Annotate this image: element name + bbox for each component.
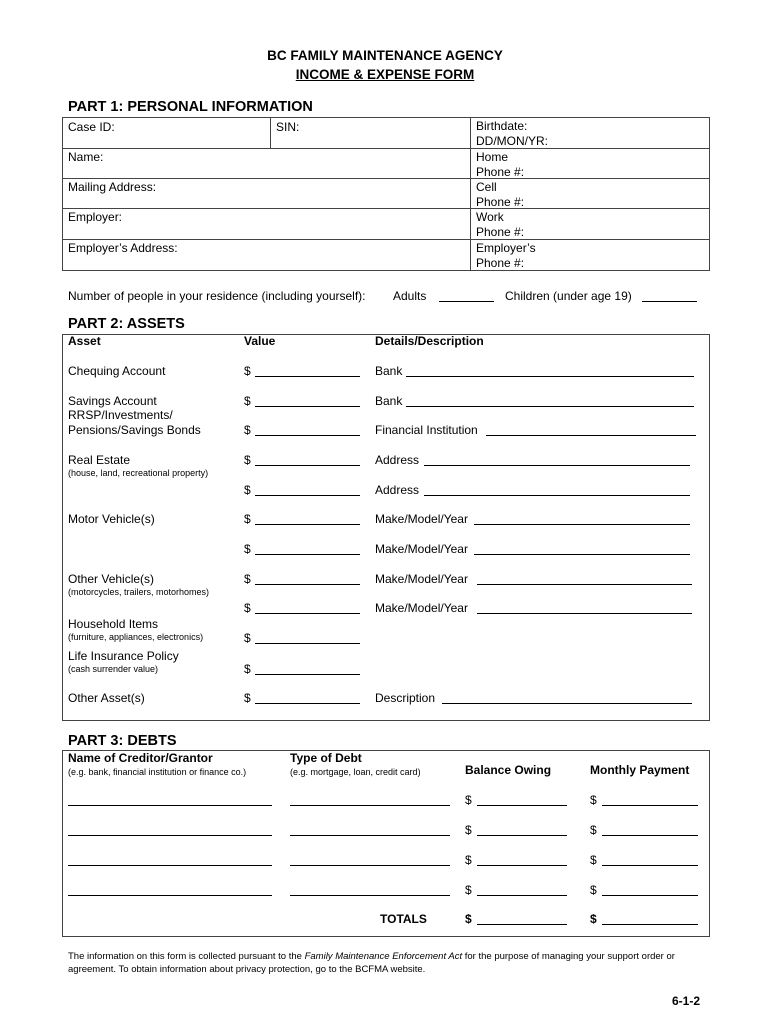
col-value: Value	[244, 334, 276, 348]
monthly-input[interactable]	[602, 824, 698, 836]
debt-type-input[interactable]	[290, 854, 450, 866]
value-input[interactable]	[255, 663, 360, 675]
form-title: INCOME & EXPENSE FORM	[295, 67, 475, 82]
col-asset: Asset	[68, 334, 101, 348]
value-input[interactable]	[255, 513, 360, 525]
value-input[interactable]	[255, 602, 360, 614]
col-creditor: Name of Creditor/Grantor	[68, 751, 213, 765]
asset-note: (cash surrender value)	[68, 664, 159, 674]
value-input[interactable]	[255, 365, 360, 377]
asset-label: Real Estate	[68, 453, 131, 467]
value-dollar-sign: $	[244, 662, 251, 676]
asset-note: (house, land, recreational property)	[68, 468, 209, 478]
debt-type-input[interactable]	[290, 794, 450, 806]
monthly-dollar-sign: $	[590, 823, 597, 837]
value-dollar-sign: $	[244, 691, 251, 705]
employer-phone-field[interactable]: Employer’s Phone #:	[476, 241, 536, 270]
value-dollar-sign: $	[244, 601, 251, 615]
birthdate-field[interactable]: Birthdate: DD/MON/YR:	[476, 119, 548, 148]
asset-label: Other Asset(s)	[68, 691, 145, 705]
name-field[interactable]: Name:	[68, 150, 104, 164]
form-code: 6-1-2	[672, 994, 701, 1008]
balance-input[interactable]	[477, 794, 567, 806]
debt-type-input[interactable]	[290, 824, 450, 836]
detail-label: Make/Model/Year	[375, 601, 468, 615]
monthly-dollar-sign: $	[590, 793, 597, 807]
value-input[interactable]	[255, 573, 360, 585]
case-id-field[interactable]: Case ID:	[68, 120, 115, 134]
monthly-input[interactable]	[602, 884, 698, 896]
balance-dollar-sign: $	[465, 823, 472, 837]
col-details: Details/Description	[375, 334, 484, 348]
detail-input[interactable]	[474, 543, 690, 555]
privacy-notice: The information on this form is collected pursuant to the Family Maintenance Enforcement Act for the purpose of managing your support order or agreement. To obtain information about privacy protection, go to the BCFMA website.	[68, 951, 675, 975]
detail-input[interactable]	[474, 513, 690, 525]
value-dollar-sign: $	[244, 483, 251, 497]
monthly-input[interactable]	[602, 854, 698, 866]
value-input[interactable]	[255, 543, 360, 555]
cell-phone-field[interactable]: Cell Phone #:	[476, 180, 525, 209]
value-dollar-sign: $	[244, 453, 251, 467]
detail-label: Description	[375, 691, 436, 705]
detail-label: Bank	[375, 394, 403, 408]
asset-label: Life Insurance Policy	[68, 649, 179, 663]
sin-field[interactable]: SIN:	[276, 120, 300, 134]
part2-heading: PART 2: ASSETS	[68, 316, 185, 332]
value-input[interactable]	[255, 424, 360, 436]
value-input[interactable]	[255, 484, 360, 496]
detail-input[interactable]	[424, 454, 690, 466]
value-dollar-sign: $	[244, 512, 251, 526]
asset-label: Other Vehicle(s)	[68, 572, 155, 586]
children-label: Children (under age 19)	[505, 289, 632, 303]
creditor-input[interactable]	[68, 854, 272, 866]
detail-label: Address	[375, 453, 420, 467]
asset-label: Motor Vehicle(s)	[68, 512, 155, 526]
total-balance-dollar: $	[465, 912, 472, 926]
detail-label: Make/Model/Year	[375, 572, 468, 586]
asset-label: Chequing Account	[68, 364, 166, 378]
total-monthly-dollar: $	[590, 912, 597, 926]
value-dollar-sign: $	[244, 364, 251, 378]
asset-note: (motorcycles, trailers, motorhomes)	[68, 587, 210, 597]
detail-input[interactable]	[486, 424, 696, 436]
monthly-input[interactable]	[602, 794, 698, 806]
value-dollar-sign: $	[244, 631, 251, 645]
residence-count-label: Number of people in your residence (including yourself):	[68, 289, 366, 303]
detail-label: Make/Model/Year	[375, 512, 468, 526]
creditor-input[interactable]	[68, 824, 272, 836]
detail-input[interactable]	[424, 484, 690, 496]
value-input[interactable]	[255, 454, 360, 466]
debts-box	[62, 750, 710, 937]
detail-input[interactable]	[477, 573, 692, 585]
adults-input[interactable]	[439, 290, 494, 302]
asset-note: (furniture, appliances, electronics)	[68, 632, 204, 642]
part1-heading: PART 1: PERSONAL INFORMATION	[68, 99, 313, 115]
col-balance: Balance Owing	[465, 763, 552, 777]
creditor-input[interactable]	[68, 884, 272, 896]
asset-label: Household Items	[68, 617, 159, 631]
children-input[interactable]	[642, 290, 697, 302]
debt-type-input[interactable]	[290, 884, 450, 896]
detail-input[interactable]	[477, 602, 692, 614]
employer-address-field[interactable]: Employer’s Address:	[68, 241, 178, 255]
col-type-note: (e.g. mortgage, loan, credit card)	[290, 767, 421, 777]
col-type: Type of Debt	[290, 751, 362, 765]
detail-label: Address	[375, 483, 420, 497]
monthly-dollar-sign: $	[590, 883, 597, 897]
value-input[interactable]	[255, 395, 360, 407]
balance-dollar-sign: $	[465, 853, 472, 867]
work-phone-field[interactable]: Work Phone #:	[476, 210, 525, 239]
balance-dollar-sign: $	[465, 793, 472, 807]
creditor-input[interactable]	[68, 794, 272, 806]
total-monthly-input[interactable]	[602, 913, 698, 925]
value-dollar-sign: $	[244, 542, 251, 556]
home-phone-field[interactable]: Home Phone #:	[476, 150, 525, 179]
balance-input[interactable]	[477, 884, 567, 896]
employer-field[interactable]: Employer:	[68, 210, 123, 224]
asset-label: Pensions/Savings Bonds	[68, 423, 201, 437]
totals-label: TOTALS	[380, 912, 427, 926]
asset-label: Savings Account	[68, 394, 157, 408]
value-dollar-sign: $	[244, 423, 251, 437]
mailing-address-field[interactable]: Mailing Address:	[68, 180, 157, 194]
detail-input[interactable]	[442, 692, 692, 704]
balance-input[interactable]	[477, 854, 567, 866]
value-input[interactable]	[255, 692, 360, 704]
detail-label: Bank	[375, 364, 403, 378]
monthly-dollar-sign: $	[590, 853, 597, 867]
value-dollar-sign: $	[244, 394, 251, 408]
value-dollar-sign: $	[244, 572, 251, 586]
detail-label: Make/Model/Year	[375, 542, 468, 556]
asset-label: RRSP/Investments/	[68, 408, 173, 422]
col-monthly: Monthly Payment	[590, 763, 690, 777]
total-balance-input[interactable]	[477, 913, 567, 925]
part3-heading: PART 3: DEBTS	[68, 733, 177, 749]
adults-label: Adults	[393, 289, 427, 303]
col-creditor-note: (e.g. bank, financial institution or finance co.)	[68, 767, 247, 777]
balance-input[interactable]	[477, 824, 567, 836]
detail-input[interactable]	[406, 395, 694, 407]
balance-dollar-sign: $	[465, 883, 472, 897]
value-input[interactable]	[255, 632, 360, 644]
detail-input[interactable]	[406, 365, 694, 377]
agency-title: BC FAMILY MAINTENANCE AGENCY	[267, 48, 503, 63]
detail-label: Financial Institution	[375, 423, 478, 437]
